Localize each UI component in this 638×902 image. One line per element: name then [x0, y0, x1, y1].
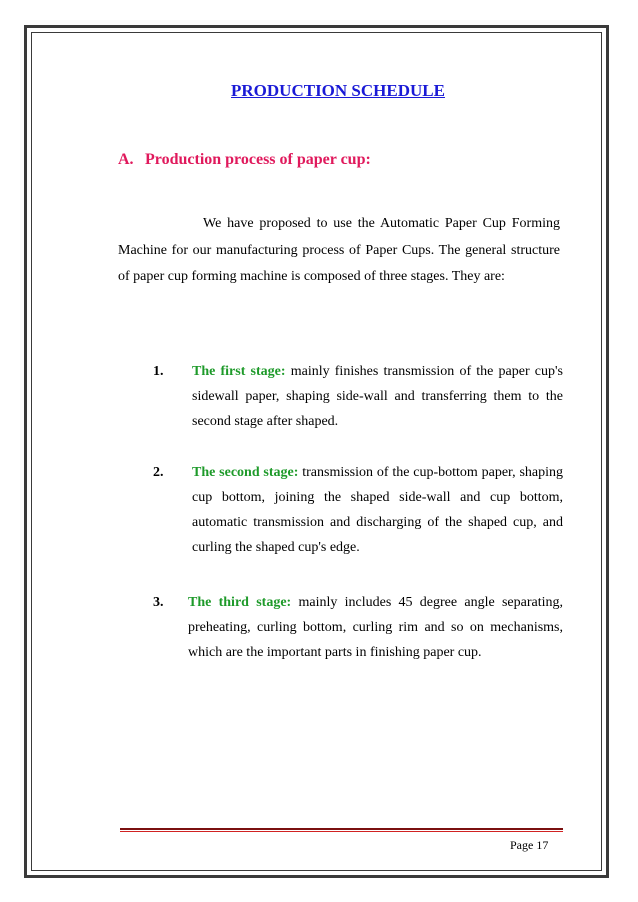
- section-heading-text: Production process of paper cup:: [145, 151, 371, 168]
- stage-label: The second stage:: [192, 465, 299, 480]
- footer-rule-accent: [120, 831, 563, 832]
- stage-description: mainly includes 45 degree angle separating, preheating, curling bottom, curling rim and so on mechanisms, which are the important parts in finishing paper cup.: [188, 595, 563, 660]
- stage-item-2: [153, 460, 563, 560]
- stage-item-3: [153, 590, 563, 665]
- section-letter: A.: [118, 151, 134, 168]
- intro-paragraph: [118, 211, 560, 291]
- stage-number: 1.: [153, 364, 164, 379]
- stage-label: The first stage:: [192, 364, 286, 379]
- stage-description: mainly finishes transmission of the paper cup's sidewall paper, shaping side-wall and transferring them to the second stage after shaped.: [192, 364, 563, 429]
- stage-description: transmission of the cup-bottom paper, shaping cup bottom, joining the shaped side-wall and cup bottom, automatic transmission and discharging of the shaped cup, and curling the shaped cup's edge.: [192, 465, 564, 555]
- stage-number: 3.: [153, 595, 164, 610]
- stage-label: The third stage:: [188, 595, 292, 610]
- stage-number: 2.: [153, 465, 164, 480]
- page-title: PRODUCTION SCHEDULE: [231, 81, 445, 100]
- section-heading: [118, 151, 371, 169]
- stage-text-block: [192, 460, 563, 560]
- intro-text: We have proposed to use the Automatic Paper Cup Forming Machine for our manufacturing process of Paper Cups. The general structure of paper cup forming machine is composed of three stages. They are:: [118, 216, 560, 284]
- stage-item-1: [153, 359, 563, 434]
- stage-text-block: [188, 590, 563, 665]
- page-number: Page 17: [510, 838, 549, 852]
- footer-rule: [120, 828, 563, 830]
- stage-text-block: [192, 359, 563, 434]
